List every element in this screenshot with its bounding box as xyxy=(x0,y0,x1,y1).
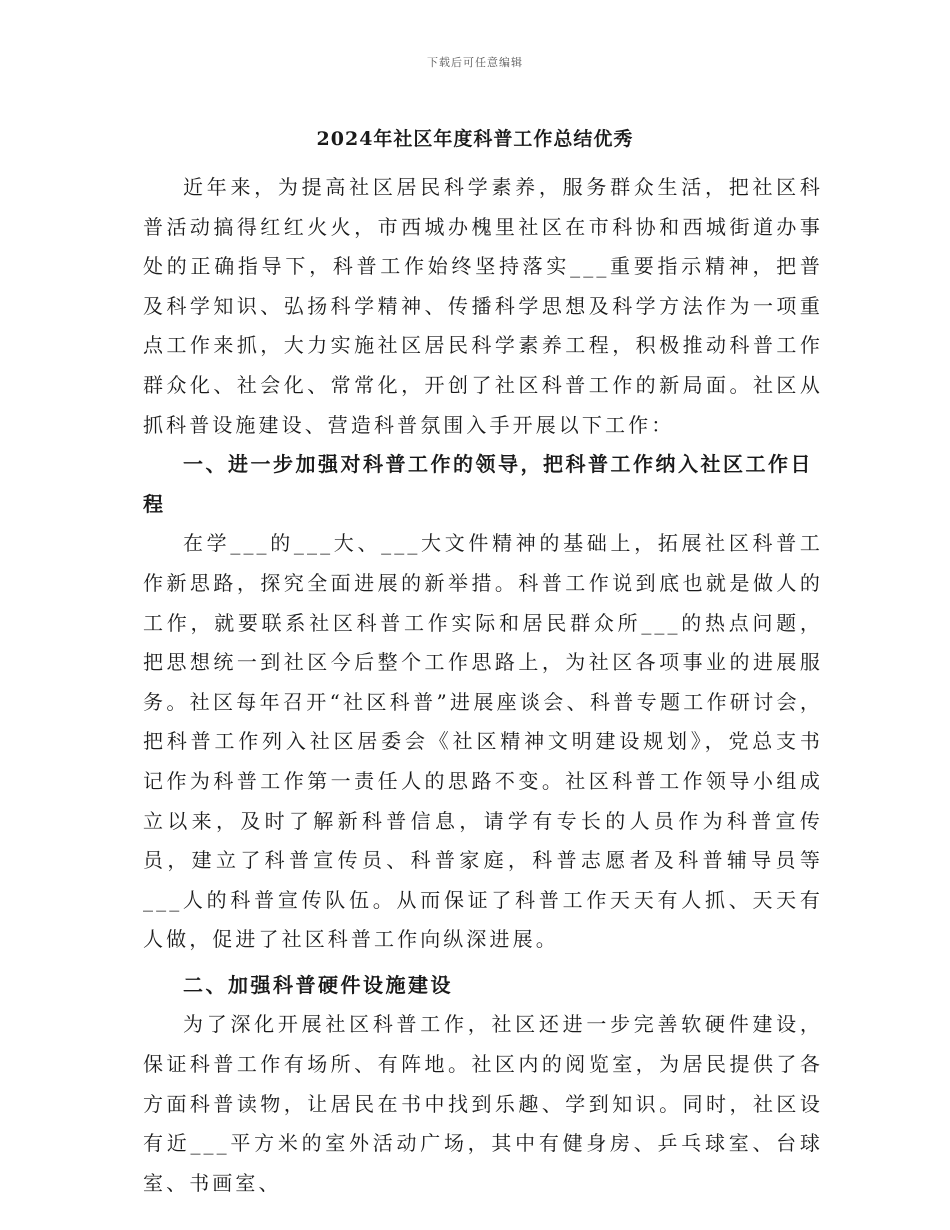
document-title: 2024年社区年度科普工作总结优秀 xyxy=(316,128,634,150)
section-1-heading: 一、进一步加强对科普工作的领导，把科普工作纳入社区工作日程 xyxy=(143,452,813,516)
header-note: 下载后可任意编辑 xyxy=(427,56,523,69)
document-body xyxy=(143,168,823,1203)
intro-paragraph: 近年来，为提高社区居民科学素养，服务群众生活，把社区科普活动搞得红红火火，市西城办槐里社区在市科协和西城街道办事处的正确指导下，科普工作始终坚持落实___重要指示精神，把普及科学知识、弘扬科学精神、传播科学思想及科学方法作为一项重点工作来抓，大力实施社区居民科学素养工程，积极推动科普工作群众化、社会化、常常化，开创了社区科普工作的新局面。社区从抓科普设施建设、营造科普氛围入手开展以下工作： xyxy=(143,175,823,437)
section-2-paragraph: 为了深化开展社区科普工作，社区还进一步完善软硬件建设，保证科普工作有场所、有阵地。社区内的阅览室，为居民提供了各方面科普读物，让居民在书中找到乐趣、学到知识。同时，社区设有近___平方米的室外活动广场，其中有健身房、乒乓球室、台球室、书画室、 xyxy=(143,1012,823,1195)
section-1-paragraph: 在学___的___大、___大文件精神的基础上，拓展社区科普工作新思路，探究全面进展的新举措。科普工作说到底也就是做人的工作，就要联系社区科普工作实际和居民群众所___的热点问题，把思想统一到社区今后整个工作思路上，为社区各项事业的进展服务。社区每年召开“社区科普”进展座谈会、科普专题工作研讨会，把科普工作列入社区居委会《社区精神文明建设规划》，党总支书记作为科普工作第一责任人的思路不变。社区科普工作领导小组成立以来，及时了解新科普信息，请学有专长的人员作为科普宣传员，建立了科普宣传员、科普家庭，科普志愿者及科普辅导员等___人的科普宣传队伍。从而保证了科普工作天天有人抓、天天有人做，促进了社区科普工作向纵深进展。 xyxy=(143,531,823,952)
section-2-heading: 二、加强科普硬件设施建设 xyxy=(183,972,453,997)
